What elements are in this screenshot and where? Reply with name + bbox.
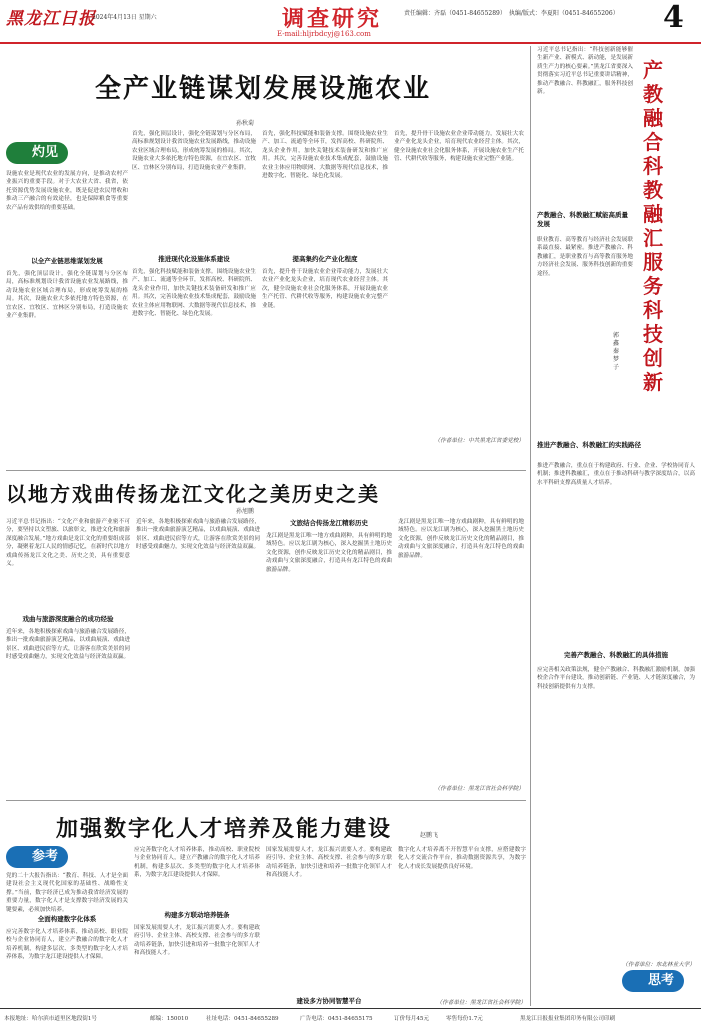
masthead: 黑龙江日报: [6, 9, 96, 29]
talent-para3: 国家发展需要人才，龙江振兴需要人才。要构建政府引导、企业主体、高校支撑、社会参与的多方联动培养链条，加快引进和培养一批数字化领军人才和高技能人才。: [134, 925, 260, 957]
footer-printer: 黑龙江日报报业集团印务有限公司印刷: [520, 1016, 616, 1022]
culture-para2b: 近年来，各地积极探索戏曲与旅游融合发展路径，推出一批戏曲旅游演艺精品，以戏曲展演、戏曲进景区、戏曲进民宿等方式，让游客在欣赏美景的同时感受戏曲魅力，实现文化效益与经济效益双赢。: [136, 519, 260, 551]
talent-sub3: 建设多方协同智慧平台: [296, 997, 362, 1005]
talent-badge: 参考: [6, 846, 68, 868]
talent-sub2: 构建多方联动培养链条: [164, 911, 230, 919]
publication-date: 2024年4月13日 星期六: [92, 14, 157, 21]
editor-line: 责任编辑：齐磊（0451-84655289） 执编/版式：李夏阳（0451-84655206）: [404, 10, 619, 17]
talent-para1: 党的二十大报告指出：“教育、科技、人才是全面建设社会主义现代化国家的基础性、战略性支撑。”当前，数字经济已成为推动我省经济发展的重要力量，数字化人才是支撑数字经济发展的关键要素，必须加快培养。: [6, 873, 128, 912]
edu-sub1: 产教融合、科教融汇赋能高质量发展: [537, 211, 628, 228]
agri-para3b: 首先，强化科技赋能和装备支撑。围绕设施农业生产、加工、流通等全环节，发挥高校、科研院所、龙头企业作用，加快关键技术装备研发和推广应用。其次，完善设施农业技术集成配套，鼓励设施农业主体应用物联网、大数据等现代信息技术，推进数字化、智能化、绿色化发展。: [262, 131, 388, 180]
culture-note: （作者单位：黑龙江省社会科学院）: [434, 786, 524, 792]
agri-para2b: 首先，强化顶层设计，强化全链谋划与分区布局，高标准规划设计我省设施农业发展路线，推动设施农业区域合理布局，形成统筹发展的格局。其次，设施农业大多依托地方特色资源，在宜农区、宜牧区、宜林区分别布局，打造设施农业产业集群。: [132, 131, 256, 171]
culture-para3: 龙江剧是黑龙江唯一地方戏曲剧种，具有鲜明的地域特色。应以龙江剧为核心，深入挖掘黑土地历史文化资源，创作反映龙江历史文化的精品剧目，推动戏曲与文旅深度融合，打造具有龙江特色的戏曲旅游品牌。: [266, 533, 392, 573]
section-email: E-mail:hljrbdcyj@163.com: [277, 30, 371, 38]
footer-rule: [0, 1008, 701, 1009]
divider: [6, 470, 526, 471]
talent-para2b: 应完善数字化人才培养体系，推动高校、职业院校与企业协同育人，建立产教融合的数字化人才培养机制，构建多层次、多类型的数字化人才培养体系，为数字龙江建设提供人才保障。: [134, 847, 260, 879]
talent-note: （作者单位：黑龙江省社会科学院）: [436, 1000, 526, 1006]
culture-para1: 习近平总书记指出：“文化产业和旅游产业密不可分，要坚持以文塑旅、以旅彰文，推进文化和旅游深度融合发展。”地方戏曲是龙江文化的重要组成部分，凝聚着龙江人民的情感记忆，在新时代以地方戏曲传扬龙江文化之美、历史之美，具有重要意义。: [6, 519, 130, 568]
agri-author: 孙秋菊: [236, 120, 255, 127]
culture-title: 以地方戏曲传扬龙江文化之美历史之美: [6, 482, 380, 506]
agri-note: （作者单位：中共黑龙江省委党校）: [434, 438, 524, 444]
agri-para1: 设施农业是现代农业的发展方向，是推动农村产业振兴的重要手段。对于大农业大省、我省，依托资源优势发展设施农业，既是促进农民增收和推动三产融合的有效途径，也是保障粮食等重要农产品有效供给的重要基础。: [6, 171, 128, 211]
footer: [0, 1012, 701, 1024]
agri-sub3: 提高集约化产业化程度: [292, 255, 358, 263]
culture-sub1: 戏曲与旅游深度融合的成功经验: [22, 615, 114, 623]
agri-para2: 首先，强化顶层设计，强化全链谋划与分区布局，高标准规划设计我省设施农业发展路线，推动设施农业区域合理布局，形成统筹发展的格局。其次，设施农业大多依托地方特色资源，在宜农区、宜牧区、宜林区分别布局，打造设施农业产业集群。: [6, 271, 128, 320]
header-rule: [0, 42, 701, 44]
agri-sub1: 以全产业链思维谋划发展: [31, 257, 103, 265]
agri-para4b: 首先，提升骨干设施农业企业带动能力，发展壮大农业产业化龙头企业，培育现代农业经营主体。其次，健全设施农业社会化服务体系，开展设施农业生产托管、代耕代收等服务，构建设施农业完整产业链。: [394, 131, 524, 163]
culture-para3b: 龙江剧是黑龙江唯一地方戏曲剧种，具有鲜明的地域特色。应以龙江剧为核心，深入挖掘黑土地历史文化资源，创作反映龙江历史文化的精品剧目，推动戏曲与文旅深度融合，打造具有龙江特色的戏曲旅游品牌。: [398, 519, 524, 559]
talent-para3b: 国家发展需要人才，龙江振兴需要人才。要构建政府引导、企业主体、高校支撑、社会参与的多方联动培养链条，加快引进和培养一批数字化领军人才和高技能人才。: [266, 847, 392, 879]
culture-para2: 近年来，各地积极探索戏曲与旅游融合发展路径，推出一批戏曲旅游演艺精品，以戏曲展演、戏曲进景区、戏曲进民宿等方式，让游客在欣赏美景的同时感受戏曲魅力，实现文化效益与经济效益双赢。: [6, 629, 130, 661]
page-number: 4: [663, 0, 684, 35]
edu-note: （作者单位：东北林业大学）: [622, 962, 695, 968]
edu-para4: 应完善相关政策法规，健全产教融合、科教融汇激励机制，加强校企合作平台建设，推动创新链、产业链、人才链深度融合，为科技创新提供有力支撑。: [537, 667, 695, 690]
talent-para4: 数字化人才培养离不开智慧平台支撑，应搭建数字化人才交流合作平台，推动数据资源共享，为数字化人才成长发展提供良好环境。: [398, 847, 526, 870]
agri-para4: 首先，提升骨干设施农业企业带动能力，发展壮大农业产业化龙头企业，培育现代农业经营主体。其次，健全设施农业社会化服务体系，开展设施农业生产托管、代耕代收等服务，构建设施农业完整产业链。: [262, 269, 388, 309]
talent-sub1: 全面构建数字化体系: [37, 915, 97, 923]
edu-para3: 推进产教融合，重点在于构建政府、行业、企业、学校协同育人机制；推进科教融汇，重点在于推动科研与教学深度结合，以高水平科研支撑高质量人才培养。: [537, 463, 695, 486]
edu-para2: 职业教育、高等教育与经济社会发展联系最直接、最紧密。推进产教融合、科教融汇，是职业教育与高等教育服务地方经济社会发展、服务科技创新的重要途径。: [537, 237, 633, 277]
edu-title: 产教融合科教融汇服务科技创新: [643, 58, 663, 394]
footer-retail: 零售每份1.7元: [446, 1016, 483, 1022]
footer-price: 订价每月45元: [394, 1016, 430, 1022]
talent-title: 加强数字化人才培养及能力建设: [56, 816, 393, 842]
edu-author: 郭鑫 秦梦子: [613, 332, 620, 371]
edu-badge: 思考: [622, 970, 684, 992]
culture-sub2: 文旅结合传扬龙江精彩历史: [290, 519, 368, 527]
agri-sub2: 推进现代化设施体系建设: [158, 255, 230, 263]
agri-title: 全产业链谋划发展设施农业: [95, 74, 432, 104]
culture-author: 孙旭鹏: [236, 508, 255, 515]
edu-para1: 习近平总书记指出：“科技创新能够催生新产业、新模式、新动能，是发展新质生产力的核心要素。”黑龙江省要深入贯彻落实习近平总书记重要讲话精神，推动产教融合、科教融汇，服务科技创新。: [537, 47, 633, 96]
footer-address: 本报地址：哈尔滨市道里区地段街1号: [4, 1016, 98, 1022]
divider: [6, 800, 526, 801]
footer-phone: 社址电话：0451-84655289: [206, 1016, 279, 1022]
edu-sub3: 完善产教融合、科教融汇的具体措施: [564, 651, 668, 659]
agri-para3: 首先，强化科技赋能和装备支撑。围绕设施农业生产、加工、流通等全环节，发挥高校、科研院所、龙头企业作用，加快关键技术装备研发和推广应用。其次，完善设施农业技术集成配套，鼓励设施农业主体应用物联网、大数据等现代信息技术，推进数字化、智能化、绿色化发展。: [132, 269, 256, 318]
agri-badge: 灼见: [6, 142, 68, 164]
column-divider: [530, 46, 531, 1006]
talent-para2: 应完善数字化人才培养体系，推动高校、职业院校与企业协同育人，建立产教融合的数字化人才培养机制，构建多层次、多类型的数字化人才培养体系，为数字龙江建设提供人才保障。: [6, 929, 128, 961]
footer-ad-phone: 广告电话：0451-84655175: [300, 1016, 373, 1022]
footer-postcode: 邮编：150010: [150, 1016, 189, 1022]
talent-author: 赵鹏飞: [420, 832, 439, 839]
section-title: 调查研究: [282, 6, 383, 32]
edu-sub2: 推进产教融合、科教融汇的实践路径: [537, 441, 641, 449]
